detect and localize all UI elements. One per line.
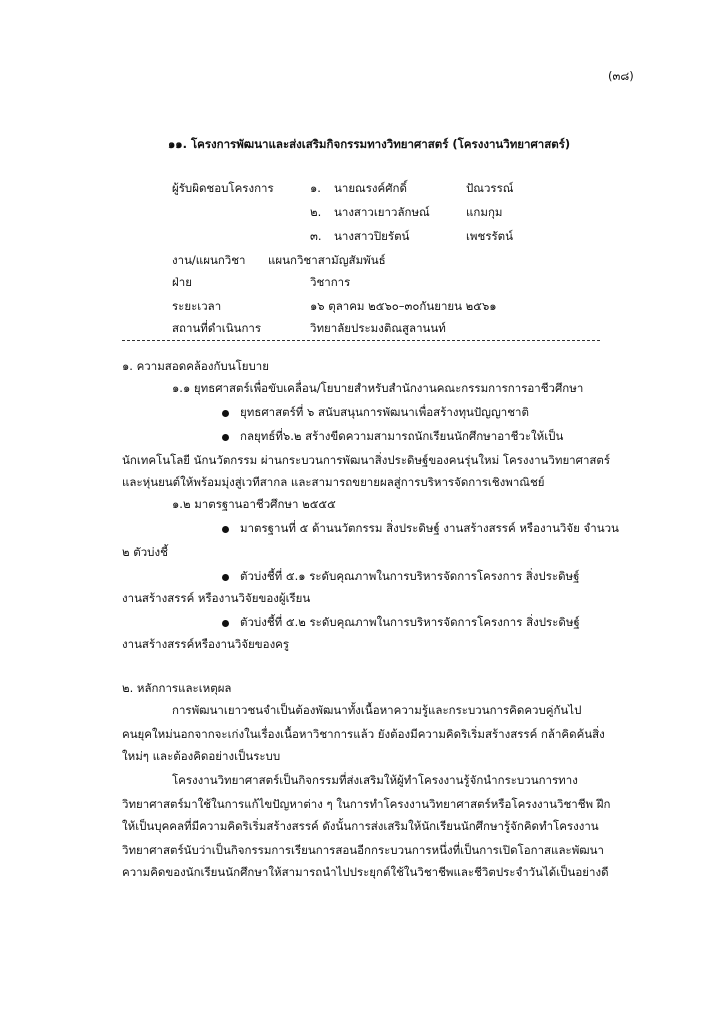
responsible-label: ผู้รับผิดชอบโครงการ xyxy=(172,181,274,195)
person-3-name: นางสาวปิยรัตน์ xyxy=(334,229,410,243)
person-1-name: นายณรงค์ศักดิ์ xyxy=(334,181,407,195)
person-2-number: ๒. xyxy=(310,205,322,219)
indicator-5-2-line2: งานสร้างสรรค์หรืองานวิจัยของครู xyxy=(122,637,290,651)
location-value: วิทยาลัยประมงติณสูลานนท์ xyxy=(310,321,446,335)
location-label: สถานที่ดำเนินการ xyxy=(172,321,262,335)
person-3-surname: เพชรรัตน์ xyxy=(466,229,513,243)
paragraph1-line2: คนยุคใหม่นอกจากจะเก่งในเรื่องเนื้อหาวิชาการแล้ว ยังต้องมีความคิดริเริ่มสร้างสรรค์ กล้าคิดค้นสิ่ง xyxy=(122,727,605,741)
indicator-5-1-line1: ตัวบ่งชี้ที่ ๕.๑ ระดับคุณภาพในการบริหารจัดการโครงการ สิ่งประดิษฐ์ xyxy=(240,569,580,583)
indicator-5-2-line1: ตัวบ่งชี้ที่ ๕.๒ ระดับคุณภาพในการบริหารจัดการโครงการ สิ่งประดิษฐ์ xyxy=(240,615,580,629)
tactic-6-2-line3: และหุ่นยนต์ให้พร้อมมุ่งสู่เวทีสากล และสามารถขยายผลสู่การบริหารจัดการเชิงพาณิชย์ xyxy=(122,475,545,489)
indicator-5-1-line2: งานสร้างสรรค์ หรืองานวิจัยของผู้เรียน xyxy=(122,591,311,605)
person-1-number: ๑. xyxy=(310,181,321,195)
section2-heading: ๒. หลักการและเหตุผล xyxy=(122,681,232,695)
section1-heading: ๑. ความสอดคล้องกับนโยบาย xyxy=(122,359,269,373)
tactic-6-2-line1: กลยุทธ์ที่๖.๒ สร้างขีดความสามารถนักเรียนนักศึกษาอาชีวะให้เป็น xyxy=(240,429,564,443)
paragraph1-line3: ใหม่ๆ และต้องคิดอย่างเป็นระบบ xyxy=(122,749,281,763)
bullet-icon xyxy=(222,620,229,627)
section-divider xyxy=(122,340,600,341)
paragraph2-line4: วิทยาศาสตร์นับว่าเป็นกิจกรรมการเรียนการสอนอีกกระบวนการหนึ่งที่เป็นการเปิดโอกาสและพัฒนา xyxy=(122,843,604,857)
division-label: ฝ่าย xyxy=(172,275,192,289)
person-2-surname: แกมกุม xyxy=(466,205,503,219)
paragraph2-line3: ให้เป็นบุคคลที่มีความคิดริเริ่มสร้างสรรค์ ดังนั้นการส่งเสริมให้นักเรียนนักศึกษารู้จักคิดทำโครงงาน xyxy=(122,819,599,833)
dept-value: แผนกวิชาสามัญสัมพันธ์ xyxy=(268,253,386,267)
period-value: ๑๖ ตุลาคม ๒๕๖๐–๓๐กันยายน ๒๕๖๑ xyxy=(310,299,497,313)
paragraph2-line5: ความคิดของนักเรียนนักศึกษาให้สามารถนำไปประยุกต์ใช้ในวิชาชีพและชีวิตประจำวันได้เป็นอย่างดี xyxy=(122,865,609,879)
division-value: วิชาการ xyxy=(310,275,351,289)
dept-label: งาน/แผนกวิชา xyxy=(172,253,246,267)
paragraph2-line2: วิทยาศาสตร์มาใช้ในการแก้ไขปัญหาต่าง ๆ ในการทำโครงงานวิทยาศาสตร์หรือโครงงานวิชาชีพ ฝึก xyxy=(122,797,611,811)
bullet-icon xyxy=(222,410,229,417)
standard-5-line1: มาตรฐานที่ ๕ ด้านนวัตกรรม สิ่งประดิษฐ์ งานสร้างสรรค์ หรืองานวิจัย จำนวน xyxy=(240,521,619,535)
bullet-icon xyxy=(222,526,229,533)
person-3-number: ๓. xyxy=(310,229,322,243)
strategy-6: ยุทธศาสตร์ที่ ๖ สนับสนุนการพัฒนาเพื่อสร้างทุนปัญญาชาติ xyxy=(240,405,529,419)
period-label: ระยะเวลา xyxy=(172,299,222,313)
person-1-surname: ปัณวรรณ์ xyxy=(466,181,514,195)
bullet-icon xyxy=(222,574,229,581)
section1-sub1: ๑.๑ ยุทธศาสตร์เพื่อขับเคลื่อน/โยบายสำหรับสำนักงานคณะกรรมการการอาชีวศึกษา xyxy=(172,381,584,395)
person-2-name: นางสาวเยาวลักษณ์ xyxy=(334,205,430,219)
bullet-icon xyxy=(222,434,229,441)
project-title: ๑๑. โครงการพัฒนาและส่งเสริมกิจกรรมทางวิทยาศาสตร์ (โครงงานวิทยาศาสตร์) xyxy=(168,137,571,151)
standard-5-line2: ๒ ตัวบ่งชี้ xyxy=(122,545,168,559)
tactic-6-2-line2: นักเทคโนโลยี นักนวัตกรรม ผ่านกระบวนการพัฒนาสิ่งประดิษฐ์ของคนรุ่นใหม่ โครงงานวิทยาศาสตร์ xyxy=(122,453,611,467)
paragraph2-line1: โครงงานวิทยาศาสตร์เป็นกิจกรรมที่ส่งเสริมให้ผู้ทำโครงงานรู้จักนำกระบวนการทาง xyxy=(172,773,578,787)
page-number: (๓๘) xyxy=(608,69,634,83)
section1-sub2: ๑.๒ มาตรฐานอาชีวศึกษา ๒๕๕๕ xyxy=(172,497,336,511)
paragraph1-line1: การพัฒนาเยาวชนจำเป็นต้องพัฒนาทั้งเนื้อหาความรู้และกระบวนการคิดควบคู่กันไป xyxy=(172,703,582,717)
